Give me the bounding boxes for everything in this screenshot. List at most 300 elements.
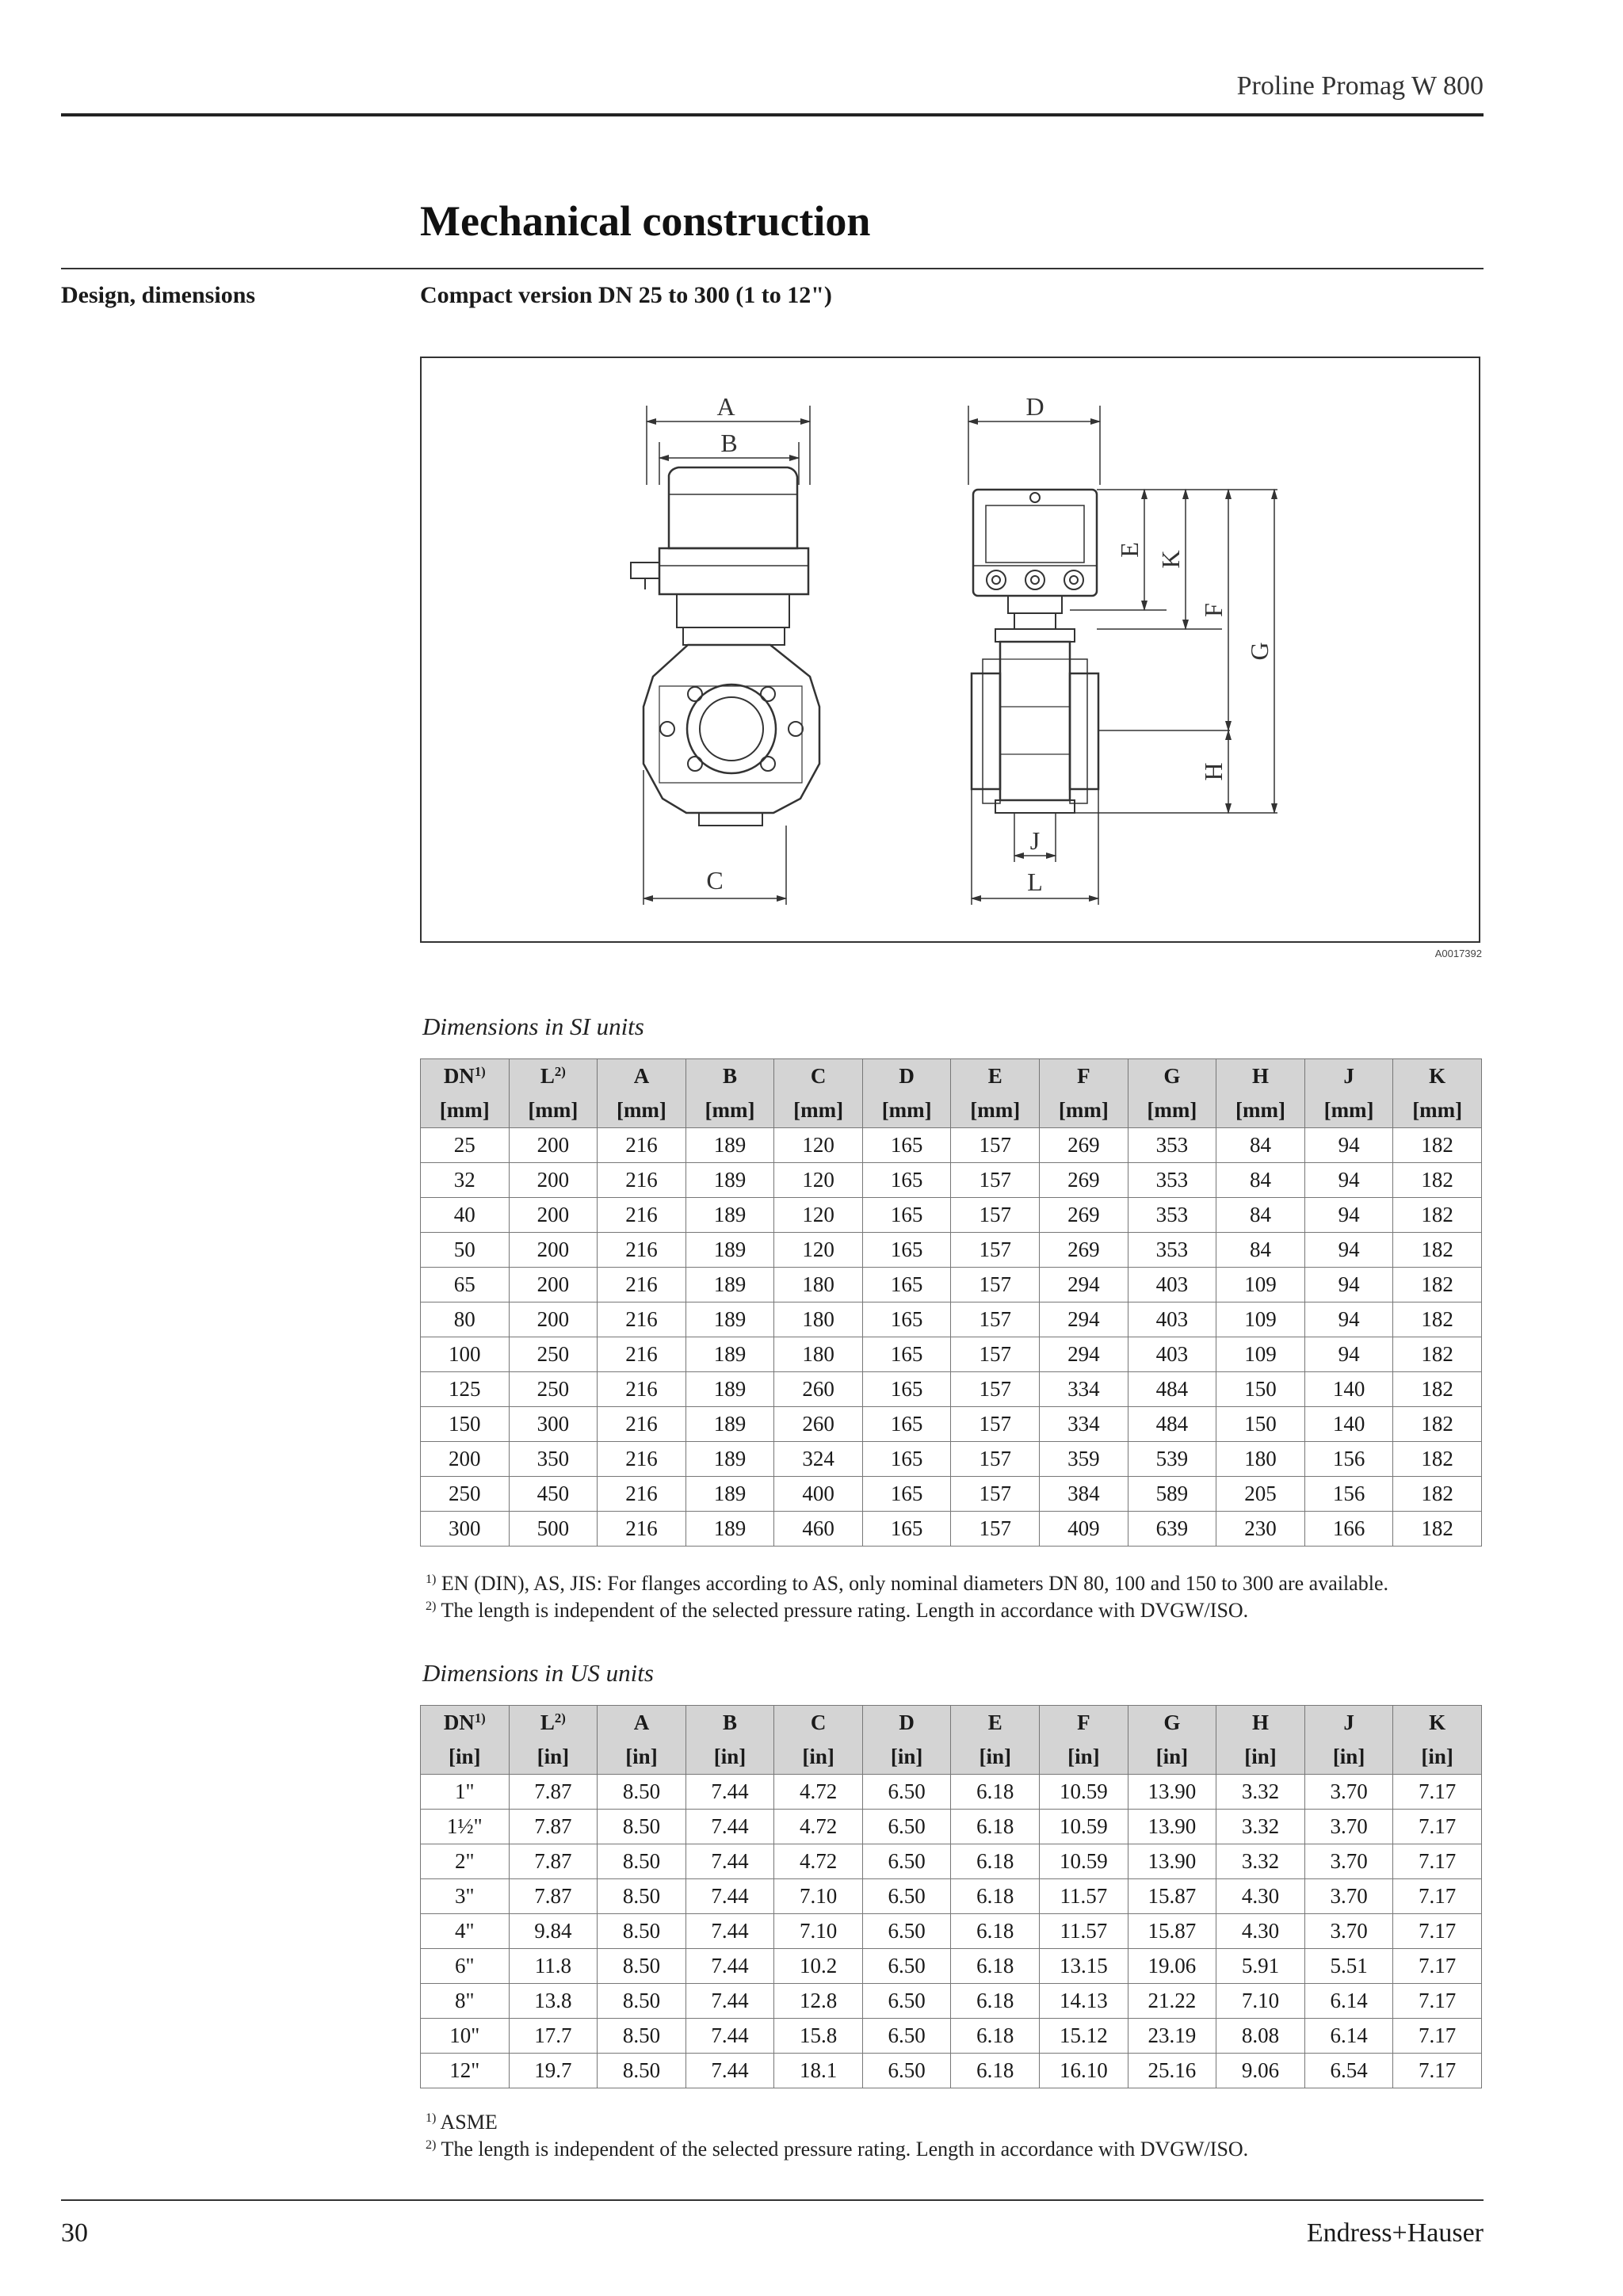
- table-cell: 13.15: [1040, 1949, 1128, 1984]
- table-cell: 216: [598, 1407, 686, 1442]
- table-cell: 6.50: [862, 1914, 951, 1949]
- table-cell: 7.17: [1393, 1775, 1482, 1810]
- table-cell: 157: [951, 1512, 1040, 1547]
- label-H: H: [1199, 762, 1228, 781]
- table-cell: 324: [774, 1442, 863, 1477]
- us-table-caption: Dimensions in US units: [422, 1659, 654, 1687]
- table-cell: 165: [862, 1268, 951, 1302]
- table-cell: 84: [1216, 1163, 1305, 1198]
- us-footnote-1: $^{1)}$ ASME: [426, 2111, 498, 2134]
- table-cell: 189: [685, 1268, 774, 1302]
- unit-header: [in]: [774, 1740, 863, 1775]
- table-cell: 216: [598, 1442, 686, 1477]
- table-cell: 6.18: [951, 1879, 1040, 1914]
- table-cell: 165: [862, 1477, 951, 1512]
- table-cell: 17.7: [509, 2019, 598, 2054]
- table-cell: 6.50: [862, 1879, 951, 1914]
- table-cell: 216: [598, 1198, 686, 1233]
- side-view: [968, 406, 1277, 905]
- us-units-row: [421, 1740, 1482, 1775]
- table-cell: 157: [951, 1233, 1040, 1268]
- table-cell: 23.19: [1128, 2019, 1216, 2054]
- table-cell: 25: [421, 1128, 510, 1163]
- label-F: F: [1199, 603, 1228, 617]
- table-cell: 6.18: [951, 1984, 1040, 2019]
- table-cell: 84: [1216, 1128, 1305, 1163]
- table-cell: 3.70: [1304, 1914, 1393, 1949]
- table-cell: 156: [1304, 1442, 1393, 1477]
- us-dimensions-table: [420, 1705, 1482, 2088]
- table-cell: 216: [598, 1477, 686, 1512]
- table-cell: 150: [1216, 1372, 1305, 1407]
- table-cell: 403: [1128, 1268, 1216, 1302]
- table-cell: 403: [1128, 1302, 1216, 1337]
- table-cell: 6.50: [862, 1810, 951, 1844]
- table-row: [421, 1268, 1482, 1302]
- table-cell: 157: [951, 1442, 1040, 1477]
- table-cell: 7.44: [685, 1775, 774, 1810]
- unit-header: [mm]: [1304, 1093, 1393, 1128]
- table-row: [421, 1442, 1482, 1477]
- table-cell: 353: [1128, 1233, 1216, 1268]
- table-cell: 8.50: [598, 1844, 686, 1879]
- table-cell: 7.87: [509, 1775, 598, 1810]
- column-header: A: [598, 1706, 686, 1741]
- table-cell: 182: [1393, 1268, 1482, 1302]
- table-cell: 15.12: [1040, 2019, 1128, 2054]
- unit-header: [mm]: [1216, 1093, 1305, 1128]
- table-cell: 189: [685, 1407, 774, 1442]
- table-cell: 94: [1304, 1128, 1393, 1163]
- table-cell: 5.91: [1216, 1949, 1305, 1984]
- table-cell: 269: [1040, 1163, 1128, 1198]
- column-header: D: [862, 1706, 951, 1741]
- table-cell: 182: [1393, 1198, 1482, 1233]
- label-J: J: [1029, 826, 1041, 855]
- table-cell: 7.44: [685, 1844, 774, 1879]
- table-cell: 14.13: [1040, 1984, 1128, 2019]
- label-L: L: [1027, 868, 1043, 896]
- document-header-title: Proline Promag W 800: [1236, 71, 1484, 101]
- table-cell: 500: [509, 1512, 598, 1547]
- table-cell: 4.30: [1216, 1879, 1305, 1914]
- table-cell: 350: [509, 1442, 598, 1477]
- table-cell: 460: [774, 1512, 863, 1547]
- si-units-row: [421, 1093, 1482, 1128]
- table-cell: 156: [1304, 1477, 1393, 1512]
- table-cell: 189: [685, 1442, 774, 1477]
- table-cell: 165: [862, 1128, 951, 1163]
- table-cell: 353: [1128, 1198, 1216, 1233]
- table-cell: 157: [951, 1163, 1040, 1198]
- column-header: J: [1304, 1706, 1393, 1741]
- table-cell: 6.50: [862, 1844, 951, 1879]
- column-header: C: [774, 1706, 863, 1741]
- footer-rule: [61, 2199, 1484, 2201]
- table-cell: 120: [774, 1198, 863, 1233]
- table-cell: 7.10: [774, 1914, 863, 1949]
- unit-header: [in]: [951, 1740, 1040, 1775]
- table-cell: 216: [598, 1337, 686, 1372]
- table-cell: 13.90: [1128, 1844, 1216, 1879]
- table-cell: 157: [951, 1407, 1040, 1442]
- table-cell: 80: [421, 1302, 510, 1337]
- table-cell: 216: [598, 1372, 686, 1407]
- table-cell: 300: [509, 1407, 598, 1442]
- table-cell: 165: [862, 1442, 951, 1477]
- table-cell: 7.17: [1393, 1914, 1482, 1949]
- table-cell: 334: [1040, 1407, 1128, 1442]
- section-rule: [61, 268, 1484, 269]
- table-cell: 359: [1040, 1442, 1128, 1477]
- column-header: DN$^{1)}$: [421, 1059, 510, 1094]
- table-cell: 7.44: [685, 1984, 774, 2019]
- table-cell: 7.17: [1393, 1984, 1482, 2019]
- side-label: Design, dimensions: [61, 282, 256, 308]
- table-cell: 6.14: [1304, 1984, 1393, 2019]
- table-row: [421, 1302, 1482, 1337]
- table-cell: 165: [862, 1337, 951, 1372]
- table-cell: 7.44: [685, 2019, 774, 2054]
- si-header-row: [421, 1059, 1482, 1094]
- table-cell: 180: [774, 1337, 863, 1372]
- table-cell: 182: [1393, 1128, 1482, 1163]
- table-cell: 10.59: [1040, 1810, 1128, 1844]
- unit-header: [mm]: [951, 1093, 1040, 1128]
- table-cell: 6.18: [951, 1775, 1040, 1810]
- table-row: [421, 1337, 1482, 1372]
- table-cell: 157: [951, 1302, 1040, 1337]
- table-cell: 12": [421, 2054, 510, 2088]
- table-row: [421, 2054, 1482, 2088]
- table-cell: 8.08: [1216, 2019, 1305, 2054]
- label-B: B: [720, 429, 738, 457]
- table-cell: 3.70: [1304, 1810, 1393, 1844]
- table-cell: 157: [951, 1198, 1040, 1233]
- si-table-body: [421, 1128, 1482, 1547]
- table-cell: 166: [1304, 1512, 1393, 1547]
- label-E: E: [1115, 542, 1144, 558]
- table-cell: 15.8: [774, 2019, 863, 2054]
- table-cell: 7.17: [1393, 1844, 1482, 1879]
- table-cell: 109: [1216, 1268, 1305, 1302]
- table-cell: 157: [951, 1128, 1040, 1163]
- table-row: [421, 1949, 1482, 1984]
- table-cell: 200: [509, 1198, 598, 1233]
- unit-header: [in]: [1128, 1740, 1216, 1775]
- us-footnote-2: $^{2)}$ The length is independent of the selected pressure rating. Length in accordance with DVGW/ISO.: [426, 2138, 1249, 2161]
- column-header: C: [774, 1059, 863, 1094]
- table-cell: 157: [951, 1372, 1040, 1407]
- table-cell: 182: [1393, 1302, 1482, 1337]
- unit-header: [mm]: [598, 1093, 686, 1128]
- table-cell: 84: [1216, 1198, 1305, 1233]
- table-cell: 16.10: [1040, 2054, 1128, 2088]
- table-cell: 6": [421, 1949, 510, 1984]
- unit-header: [in]: [685, 1740, 774, 1775]
- table-cell: 250: [421, 1477, 510, 1512]
- table-cell: 165: [862, 1163, 951, 1198]
- table-cell: 6.18: [951, 2054, 1040, 2088]
- figure-code: A0017392: [1434, 948, 1482, 959]
- table-cell: 294: [1040, 1337, 1128, 1372]
- table-cell: 8.50: [598, 2019, 686, 2054]
- table-cell: 6.54: [1304, 2054, 1393, 2088]
- table-cell: 189: [685, 1163, 774, 1198]
- table-cell: 182: [1393, 1477, 1482, 1512]
- table-cell: 1": [421, 1775, 510, 1810]
- column-header: K: [1393, 1706, 1482, 1741]
- table-cell: 384: [1040, 1477, 1128, 1512]
- table-cell: 94: [1304, 1337, 1393, 1372]
- column-header: $L^{2)}$: [509, 1059, 598, 1094]
- table-cell: 94: [1304, 1233, 1393, 1268]
- unit-header: [mm]: [509, 1093, 598, 1128]
- table-cell: 15.87: [1128, 1914, 1216, 1949]
- table-cell: 94: [1304, 1302, 1393, 1337]
- table-cell: 7.87: [509, 1810, 598, 1844]
- table-cell: 84: [1216, 1233, 1305, 1268]
- column-header: D: [862, 1059, 951, 1094]
- table-cell: 8.50: [598, 1984, 686, 2019]
- column-header: G: [1128, 1059, 1216, 1094]
- table-cell: 10": [421, 2019, 510, 2054]
- unit-header: [in]: [1216, 1740, 1305, 1775]
- table-cell: 165: [862, 1512, 951, 1547]
- table-cell: 189: [685, 1128, 774, 1163]
- column-header: H: [1216, 1059, 1305, 1094]
- table-cell: 120: [774, 1233, 863, 1268]
- table-cell: 403: [1128, 1337, 1216, 1372]
- table-cell: 294: [1040, 1268, 1128, 1302]
- table-cell: 6.18: [951, 1844, 1040, 1879]
- table-cell: 7.44: [685, 1914, 774, 1949]
- table-cell: 6.50: [862, 2019, 951, 2054]
- table-cell: 8.50: [598, 1810, 686, 1844]
- table-cell: 3.32: [1216, 1810, 1305, 1844]
- table-cell: 10.59: [1040, 1844, 1128, 1879]
- column-header: E: [951, 1059, 1040, 1094]
- table-cell: 7.17: [1393, 1949, 1482, 1984]
- table-cell: 140: [1304, 1407, 1393, 1442]
- si-dimensions-table: [420, 1058, 1482, 1547]
- table-cell: 180: [1216, 1442, 1305, 1477]
- table-cell: 200: [509, 1302, 598, 1337]
- table-cell: 7.10: [774, 1879, 863, 1914]
- table-cell: 6.50: [862, 1984, 951, 2019]
- table-cell: 6.18: [951, 1914, 1040, 1949]
- table-cell: 200: [509, 1233, 598, 1268]
- table-cell: 200: [509, 1163, 598, 1198]
- column-header: F: [1040, 1059, 1128, 1094]
- table-cell: 150: [421, 1407, 510, 1442]
- table-cell: 18.1: [774, 2054, 863, 2088]
- table-cell: 269: [1040, 1128, 1128, 1163]
- table-cell: 589: [1128, 1477, 1216, 1512]
- table-cell: 260: [774, 1407, 863, 1442]
- table-row: [421, 1512, 1482, 1547]
- table-cell: 19.7: [509, 2054, 598, 2088]
- table-cell: 7.10: [1216, 1984, 1305, 2019]
- table-cell: 4.72: [774, 1810, 863, 1844]
- column-header: B: [685, 1059, 774, 1094]
- table-cell: 3": [421, 1879, 510, 1914]
- table-cell: 189: [685, 1233, 774, 1268]
- table-cell: 3.70: [1304, 1879, 1393, 1914]
- si-footnote-2: $^{2)}$ The length is independent of the selected pressure rating. Length in accordance with DVGW/ISO.: [426, 1599, 1249, 1622]
- table-row: [421, 1372, 1482, 1407]
- table-row: [421, 1844, 1482, 1879]
- table-cell: 450: [509, 1477, 598, 1512]
- table-cell: 3.32: [1216, 1844, 1305, 1879]
- table-cell: 189: [685, 1477, 774, 1512]
- front-view: [631, 406, 819, 905]
- unit-header: [mm]: [685, 1093, 774, 1128]
- table-cell: 7.44: [685, 1879, 774, 1914]
- table-cell: 120: [774, 1163, 863, 1198]
- table-cell: 189: [685, 1512, 774, 1547]
- unit-header: [in]: [598, 1740, 686, 1775]
- table-cell: 7.17: [1393, 2054, 1482, 2088]
- table-cell: 182: [1393, 1512, 1482, 1547]
- table-cell: 13.90: [1128, 1810, 1216, 1844]
- table-row: [421, 1233, 1482, 1268]
- table-cell: 7.17: [1393, 1810, 1482, 1844]
- table-cell: 40: [421, 1198, 510, 1233]
- table-cell: 25.16: [1128, 2054, 1216, 2088]
- unit-header: [mm]: [1393, 1093, 1482, 1128]
- table-cell: 539: [1128, 1442, 1216, 1477]
- table-cell: 6.50: [862, 1775, 951, 1810]
- table-cell: 13.8: [509, 1984, 598, 2019]
- table-cell: 15.87: [1128, 1879, 1216, 1914]
- label-K: K: [1156, 550, 1185, 569]
- label-A: A: [716, 392, 735, 421]
- table-cell: 216: [598, 1302, 686, 1337]
- table-row: [421, 1407, 1482, 1442]
- si-table-caption: Dimensions in SI units: [422, 1013, 644, 1040]
- table-cell: 4": [421, 1914, 510, 1949]
- dimension-drawing: [420, 357, 1480, 943]
- table-cell: 100: [421, 1337, 510, 1372]
- table-cell: 180: [774, 1268, 863, 1302]
- table-cell: 11.57: [1040, 1914, 1128, 1949]
- column-header: J: [1304, 1059, 1393, 1094]
- table-cell: 9.84: [509, 1914, 598, 1949]
- section-title: Mechanical construction: [420, 197, 871, 245]
- table-cell: 484: [1128, 1407, 1216, 1442]
- table-cell: 94: [1304, 1198, 1393, 1233]
- table-cell: 6.50: [862, 1949, 951, 1984]
- column-header: A: [598, 1059, 686, 1094]
- table-cell: 182: [1393, 1233, 1482, 1268]
- table-cell: 11.57: [1040, 1879, 1128, 1914]
- table-cell: 182: [1393, 1163, 1482, 1198]
- table-cell: 216: [598, 1163, 686, 1198]
- dimension-drawing-svg: [422, 358, 1479, 941]
- column-header: G: [1128, 1706, 1216, 1741]
- table-cell: 409: [1040, 1512, 1128, 1547]
- table-cell: 2": [421, 1844, 510, 1879]
- table-cell: 5.51: [1304, 1949, 1393, 1984]
- unit-header: [in]: [509, 1740, 598, 1775]
- table-row: [421, 1775, 1482, 1810]
- table-cell: 109: [1216, 1302, 1305, 1337]
- table-row: [421, 2019, 1482, 2054]
- table-cell: 165: [862, 1407, 951, 1442]
- table-cell: 12.8: [774, 1984, 863, 2019]
- si-footnote-1: $^{1)}$ EN (DIN), AS, JIS: For flanges according to AS, only nominal diameters DN 80, 100 and 150 to 300 are available.: [426, 1572, 1388, 1595]
- page-number: 30: [61, 2218, 88, 2248]
- column-header: F: [1040, 1706, 1128, 1741]
- unit-header: [in]: [1304, 1740, 1393, 1775]
- table-cell: 7.44: [685, 1810, 774, 1844]
- table-row: [421, 1810, 1482, 1844]
- table-cell: 140: [1304, 1372, 1393, 1407]
- table-cell: 8": [421, 1984, 510, 2019]
- table-cell: 125: [421, 1372, 510, 1407]
- table-cell: 1½": [421, 1810, 510, 1844]
- table-cell: 260: [774, 1372, 863, 1407]
- table-cell: 3.70: [1304, 1844, 1393, 1879]
- table-cell: 50: [421, 1233, 510, 1268]
- table-cell: 165: [862, 1372, 951, 1407]
- table-cell: 230: [1216, 1512, 1305, 1547]
- table-cell: 165: [862, 1198, 951, 1233]
- table-cell: 94: [1304, 1163, 1393, 1198]
- us-table-body: [421, 1775, 1482, 2088]
- table-cell: 157: [951, 1337, 1040, 1372]
- table-cell: 32: [421, 1163, 510, 1198]
- table-cell: 250: [509, 1337, 598, 1372]
- table-cell: 120: [774, 1128, 863, 1163]
- table-cell: 165: [862, 1233, 951, 1268]
- column-header: H: [1216, 1706, 1305, 1741]
- table-cell: 182: [1393, 1407, 1482, 1442]
- table-cell: 10.59: [1040, 1775, 1128, 1810]
- company-name: Endress+Hauser: [1306, 2218, 1484, 2248]
- table-cell: 3.32: [1216, 1775, 1305, 1810]
- table-cell: 400: [774, 1477, 863, 1512]
- table-cell: 8.50: [598, 2054, 686, 2088]
- table-cell: 8.50: [598, 1914, 686, 1949]
- table-cell: 200: [509, 1268, 598, 1302]
- table-cell: 200: [509, 1128, 598, 1163]
- table-row: [421, 1984, 1482, 2019]
- table-cell: 6.18: [951, 1949, 1040, 1984]
- table-cell: 6.18: [951, 1810, 1040, 1844]
- table-cell: 7.17: [1393, 2019, 1482, 2054]
- unit-header: [in]: [862, 1740, 951, 1775]
- table-cell: 353: [1128, 1128, 1216, 1163]
- table-cell: 11.8: [509, 1949, 598, 1984]
- table-cell: 8.50: [598, 1879, 686, 1914]
- table-cell: 8.50: [598, 1775, 686, 1810]
- table-cell: 639: [1128, 1512, 1216, 1547]
- us-header-row: [421, 1706, 1482, 1741]
- table-cell: 216: [598, 1512, 686, 1547]
- table-cell: 165: [862, 1302, 951, 1337]
- table-cell: 216: [598, 1128, 686, 1163]
- table-cell: 19.06: [1128, 1949, 1216, 1984]
- table-cell: 21.22: [1128, 1984, 1216, 2019]
- table-cell: 6.18: [951, 2019, 1040, 2054]
- unit-header: [mm]: [421, 1093, 510, 1128]
- table-cell: 94: [1304, 1268, 1393, 1302]
- table-cell: 294: [1040, 1302, 1128, 1337]
- table-cell: 182: [1393, 1337, 1482, 1372]
- table-cell: 334: [1040, 1372, 1128, 1407]
